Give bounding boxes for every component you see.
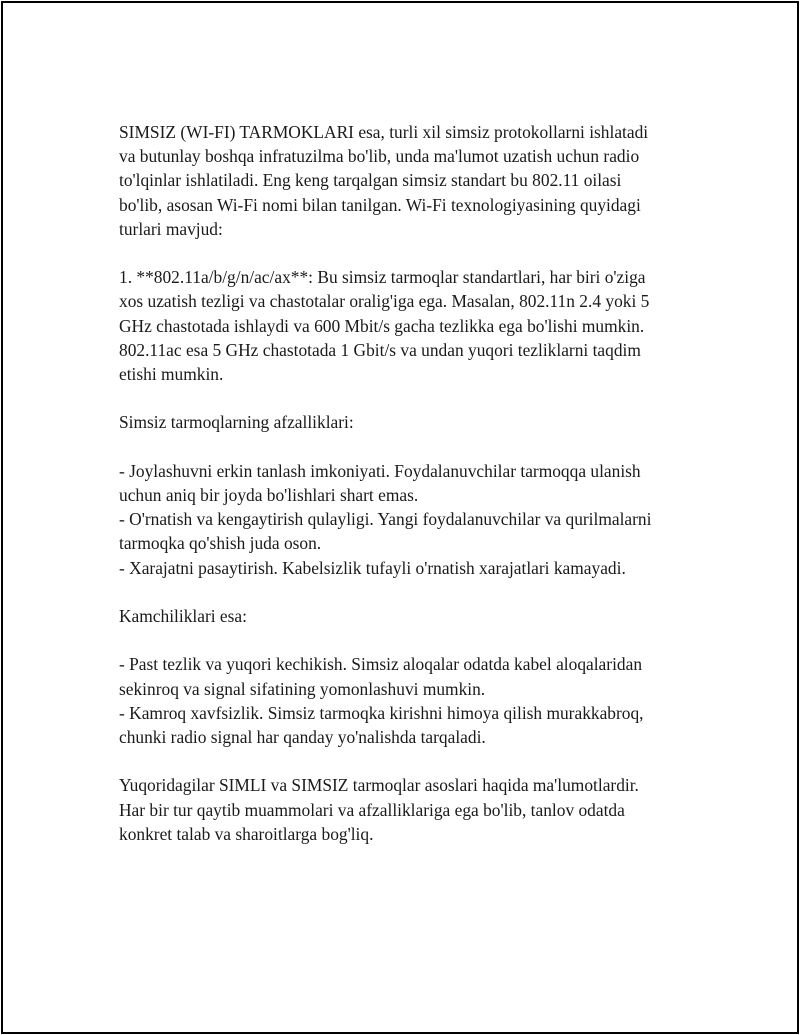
paragraph-conclusion (119, 773, 699, 846)
text-line: Yuqoridagilar SIMLI va SIMSIZ tarmoqlar asoslari haqida ma'lumotlardir. (119, 775, 639, 796)
text-line: Simsiz tarmoqlarning afzalliklari: (119, 412, 354, 433)
document-page (1, 1, 799, 1034)
text-line: xos uzatish tezligi va chastotalar oralig'iga ega. Masalan, 802.11n 2.4 yoki 5 (119, 291, 650, 312)
list-item: - Kamroq xavfsizlik. Simsiz tarmoqka kirishni himoya qilish murakkabroq, (119, 702, 644, 723)
list-item: chunki radio signal har qanday yo'nalishda tarqaladi. (119, 727, 486, 747)
list-disadvantages (119, 652, 699, 749)
text-line: Kamchiliklari esa: (119, 606, 247, 626)
list-advantages (119, 459, 699, 580)
text-line: bo'lib, asosan Wi-Fi nomi bilan tanilgan. Wi-Fi texnologiyasining quyidagi (119, 194, 641, 215)
list-item: - Joylashuvni erkin tanlash imkoniyati. Foydalanuvchilar tarmoqqa ulanish (119, 460, 641, 481)
text-line: 802.11ac esa 5 GHz chastotada 1 Gbit/s va undan yuqori tezliklarni taqdim (119, 339, 641, 360)
text-line: etishi mumkin. (119, 364, 224, 385)
text-line: 1. **802.11a/b/g/n/ac/ax**: Bu simsiz tarmoqlar standartlari, har biri o'ziga (119, 267, 646, 288)
heading-advantages (119, 410, 699, 434)
text-line: Har bir tur qaytib muammolari va afzalliklariga ega bo'lib, tanlov odatda (119, 799, 625, 820)
list-item: - Past tezlik va yuqori kechikish. Simsiz aloqalar odatda kabel aloqalaridan (119, 654, 643, 675)
text-line: va butunlay boshqa infratuzilma bo'lib, unda ma'lumot uzatish uchun radio (119, 146, 640, 167)
list-item: - Xarajatni pasaytirish. Kabelsizlik tufayli o'rnatish xarajatlari kamayadi. (119, 557, 626, 578)
list-item: uchun aniq bir joyda bo'lishlari shart emas. (119, 485, 419, 505)
text-line: GHz chastotada ishlaydi va 600 Mbit/s gacha tezlikka ega bo'lishi mumkin. (119, 315, 645, 336)
list-item: sekinroq va signal sifatining yomonlashuvi mumkin. (119, 678, 486, 699)
document-body (119, 120, 699, 870)
list-item: - O'rnatish va kengaytirish qulayligi. Yangi foydalanuvchilar va qurilmalarni (119, 509, 652, 530)
paragraph-standards (119, 265, 699, 386)
list-item: tarmoqka qo'shish juda oson. (119, 533, 322, 554)
text-line: SIMSIZ (WI-FI) TARMOKLARI esa, turli xil simsiz protokollarni ishlatadi (119, 122, 649, 142)
paragraph-intro (119, 120, 699, 241)
text-line: konkret talab va sharoitlarga bog'liq. (119, 823, 374, 844)
heading-disadvantages (119, 604, 699, 628)
text-line: turlari mavjud: (119, 218, 223, 239)
text-line: to'lqinlar ishlatiladi. Eng keng tarqalgan simsiz standart bu 802.11 oilasi (119, 170, 622, 191)
